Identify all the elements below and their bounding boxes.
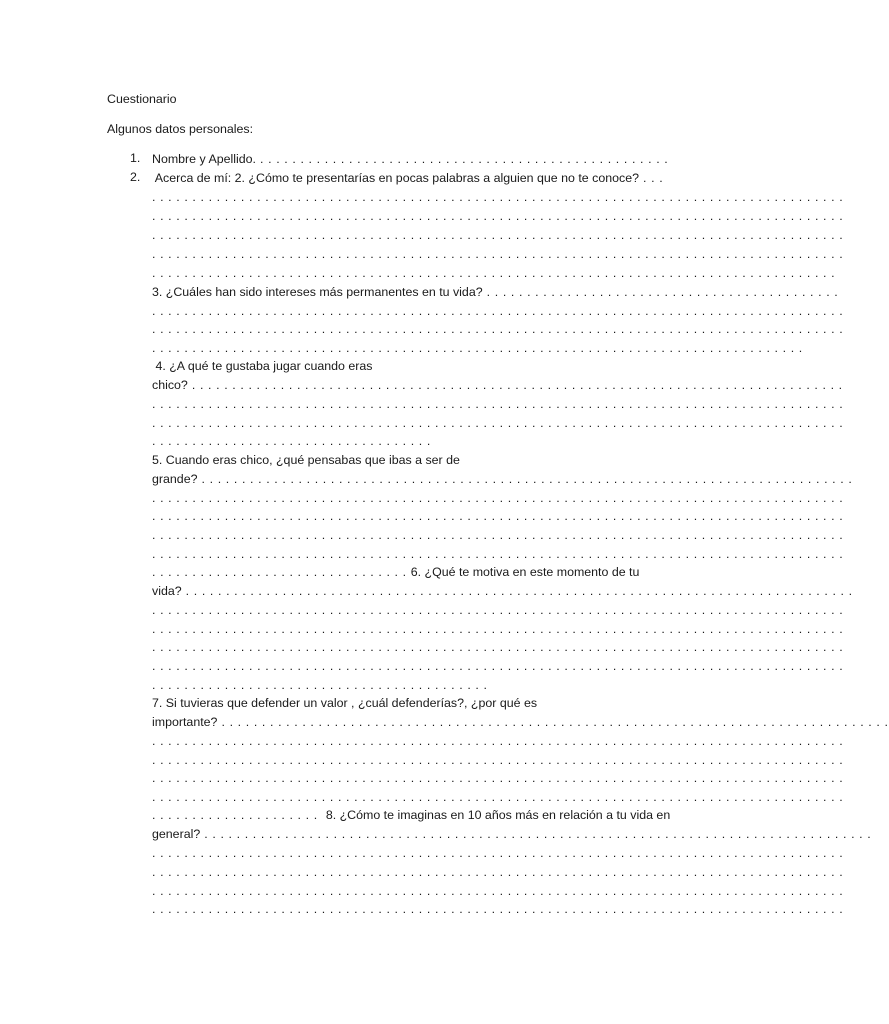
answer-line-name[interactable] bbox=[152, 150, 669, 168]
dotted-fill: . . . . . . . . . . . . . . . . . . . . . . . . . . . . . . . . . . . . . . . . . . . . . . . . . . . bbox=[256, 152, 669, 166]
dotted-fill: . . . . . . . . . . . . . . . . . . . . . . . . . . . . . . . . . . . . . . . . . . . . . . . . . . . . . . . . . . . . . . . . . . . . . . . . . . . . . . . . . . . bbox=[217, 715, 889, 729]
answer-line[interactable]: . . . . . . . . . . . . . . . . . . . . . . . . . . . . . . . . . . . . . . . . . . . . . . . . . . . . . . . . . . . . . . . . . . . . . . . . . . . . . . . . . . . . . . bbox=[152, 603, 844, 617]
question-7-line bbox=[152, 694, 662, 712]
answer-line[interactable]: . . . . . . . . . . . . . . . . . . . . . . . . . . . . . . . . . . . . . . . . . . . . . . . . . . . . . . . . . . . . . . . . . . . . . . . . . . . . . . . . . . . . . . bbox=[152, 491, 844, 505]
question-7-cont: importante? bbox=[152, 715, 218, 729]
question-5-cont: grande? bbox=[152, 472, 198, 486]
dotted-fill: . . . . . . . . . . . . . . . . . . . . . . . . . . . . . . . . . . . . . . . . . . . . bbox=[482, 285, 839, 299]
answer-line[interactable]: . . . . . . . . . . . . . . . . . . . . . . . . . . . . . . . . . . . . . . . . . . . . . . . . . . . . . . . . . . . . . . . . . . . . . . . . . . . . . . . . . . . . . . bbox=[152, 322, 844, 336]
answer-line-q5[interactable] bbox=[152, 470, 853, 488]
dotted-fill: . . . . . . . . . . . . . . . . . . . . . . . . . . . . . . . . . . . . . . . . . . . . . . . . . . . . . . . . . . . . . . . . . . . . . . . . . . . . . . . . . . . bbox=[181, 584, 853, 598]
answer-line[interactable]: . . . . . . . . . . . . . . . . . . . . . . . . . . . . . . . . . . . . . . . . . . . . . . . . . . . . . . . . . . . . . . . . . . . . . . . . . . . . . . . . . . . . . . bbox=[152, 771, 844, 785]
question-6-cont: vida? bbox=[152, 584, 182, 598]
answer-line[interactable]: . . . . . . . . . . . . . . . . . . . . . . . . . . . . . . . . . . . . . . . . . . . . . . . . . . . . . . . . . . . . . . . . . . . . . . . . . . . . . . . . . . . . . . bbox=[152, 416, 844, 430]
dotted-fill: . . . . . . . . . . . . . . . . . . . . . bbox=[152, 808, 326, 822]
answer-line[interactable]: . . . . . . . . . . . . . . . . . . . . . . . . . . . . . . . . . . . . . . . . . . . . . . . . . . . . . . . . . . . . . . . . . . . . . . . . . . . . . . . . . . . . . . bbox=[152, 902, 844, 916]
answer-line[interactable]: . . . . . . . . . . . . . . . . . . . . . . . . . . . . . . . . . . . . . . . . . . . . . . . . . . . . . . . . . . . . . . . . . . . . . . . . . . . . . . . . . . . . . . bbox=[152, 509, 844, 523]
question-6: 6. ¿Qué te motiva en este momento de tu bbox=[410, 565, 640, 579]
dotted-fill: . . . . . . . . . . . . . . . . . . . . . . . . . . . . . . . . . . . . . . . . . . . . . . . . . . . . . . . . . . . . . . . . . . . . . . . . . . . . . . . . . . . bbox=[200, 827, 872, 841]
answer-line[interactable]: . . . . . . . . . . . . . . . . . . . . . . . . . . . . . . . . . . . . . . . . . . . . . . . . . . . . . . . . . . . . . . . . . . . . . . . . . . . . . . . . . . . . . . bbox=[152, 640, 844, 654]
answer-line[interactable]: . . . . . . . . . . . . . . . . . . . . . . . . . . . . . . . . . . . bbox=[152, 434, 431, 448]
answer-line[interactable]: . . . . . . . . . . . . . . . . . . . . . . . . . . . . . . . . . . . . . . . . . . . . . . . . . . . . . . . . . . . . . . . . . . . . . . . . . . . . . . . . . . . . . . bbox=[152, 846, 844, 860]
answer-line-q7[interactable] bbox=[152, 713, 889, 731]
answer-line[interactable]: . . . . . . . . . . . . . . . . . . . . . . . . . . . . . . . . . . . . . . . . . . . . . . . . . . . . . . . . . . . . . . . . . . . . . . . . . . . . . . . . . . . . . . bbox=[152, 734, 844, 748]
answer-line[interactable]: . . . . . . . . . . . . . . . . . . . . . . . . . . . . . . . . . . . . . . . . . . bbox=[152, 678, 488, 692]
question-5: 5. Cuando eras chico, ¿qué pensabas que ibas a ser de bbox=[152, 453, 460, 467]
question-5-line bbox=[152, 451, 662, 469]
question-4-line bbox=[152, 357, 662, 375]
item-number: 2. bbox=[130, 170, 141, 184]
answer-line[interactable]: . . . . . . . . . . . . . . . . . . . . . . . . . . . . . . . . . . . . . . . . . . . . . . . . . . . . . . . . . . . . . . . . . . . . . . . . . . . . . . . . . . . . . . bbox=[152, 622, 844, 636]
answer-line-q4[interactable] bbox=[152, 376, 843, 394]
question-7: 7. Si tuvieras que defender un valor , ¿cuál defenderías?, ¿por qué es bbox=[152, 696, 538, 710]
answer-line[interactable]: . . . . . . . . . . . . . . . . . . . . . . . . . . . . . . . . . . . . . . . . . . . . . . . . . . . . . . . . . . . . . . . . . . . . . . . . . . . . . . . . . bbox=[152, 341, 803, 355]
question-8-cont: general? bbox=[152, 827, 201, 841]
dotted-fill: . . . . . . . . . . . . . . . . . . . . . . . . . . . . . . . . . . . . . . . . . . . . . . . . . . . . . . . . . . . . . . . . . . . . . . . . . . . . . . . . . bbox=[197, 472, 853, 486]
answer-line[interactable]: . . . . . . . . . . . . . . . . . . . . . . . . . . . . . . . . . . . . . . . . . . . . . . . . . . . . . . . . . . . . . . . . . . . . . . . . . . . . . . . . . . . . . . bbox=[152, 209, 844, 223]
question-8: 8. ¿Cómo te imaginas en 10 años más en relación a tu vida en bbox=[325, 808, 671, 822]
question-3: 3. ¿Cuáles han sido intereses más permanentes en tu vida? bbox=[152, 285, 483, 299]
answer-line-q6[interactable] bbox=[152, 582, 853, 600]
section-subtitle: Algunos datos personales: bbox=[107, 122, 254, 136]
answer-line-q6-start[interactable] bbox=[152, 563, 662, 581]
item-label: Nombre y Apellido. bbox=[152, 152, 256, 166]
answer-line[interactable]: . . . . . . . . . . . . . . . . . . . . . . . . . . . . . . . . . . . . . . . . . . . . . . . . . . . . . . . . . . . . . . . . . . . . . . . . . . . . . . . . . . . . . . bbox=[152, 659, 844, 673]
answer-line-q2[interactable] bbox=[152, 169, 664, 187]
answer-line-q3[interactable] bbox=[152, 283, 839, 301]
answer-line[interactable]: . . . . . . . . . . . . . . . . . . . . . . . . . . . . . . . . . . . . . . . . . . . . . . . . . . . . . . . . . . . . . . . . . . . . . . . . . . . . . . . . . . . . . . bbox=[152, 190, 844, 204]
answer-line[interactable]: . . . . . . . . . . . . . . . . . . . . . . . . . . . . . . . . . . . . . . . . . . . . . . . . . . . . . . . . . . . . . . . . . . . . . . . . . . . . . . . . . . . . . . bbox=[152, 753, 844, 767]
answer-line[interactable]: . . . . . . . . . . . . . . . . . . . . . . . . . . . . . . . . . . . . . . . . . . . . . . . . . . . . . . . . . . . . . . . . . . . . . . . . . . . . . . . . . . . . . . bbox=[152, 884, 844, 898]
answer-line[interactable]: . . . . . . . . . . . . . . . . . . . . . . . . . . . . . . . . . . . . . . . . . . . . . . . . . . . . . . . . . . . . . . . . . . . . . . . . . . . . . . . . . . . . . bbox=[152, 266, 836, 280]
dotted-fill: . . . . . . . . . . . . . . . . . . . . . . . . . . . . . . . . . . . . . . . . . . . . . . . . . . . . . . . . . . . . . . . . . . . . . . . . . . . . . . . . . bbox=[187, 378, 843, 392]
answer-line[interactable]: . . . . . . . . . . . . . . . . . . . . . . . . . . . . . . . . . . . . . . . . . . . . . . . . . . . . . . . . . . . . . . . . . . . . . . . . . . . . . . . . . . . . . . bbox=[152, 528, 844, 542]
dotted-fill: . . . . . . . . . . . . . . . . . . . . . . . . . . . . . . . . bbox=[152, 565, 411, 579]
answer-line[interactable]: . . . . . . . . . . . . . . . . . . . . . . . . . . . . . . . . . . . . . . . . . . . . . . . . . . . . . . . . . . . . . . . . . . . . . . . . . . . . . . . . . . . . . . bbox=[152, 790, 844, 804]
answer-line-q8-start[interactable] bbox=[152, 806, 671, 824]
dotted-fill: . . . bbox=[638, 171, 664, 185]
item-number: 1. bbox=[130, 151, 141, 165]
question-4: 4. ¿A qué te gustaba jugar cuando eras bbox=[155, 359, 373, 373]
answer-line[interactable]: . . . . . . . . . . . . . . . . . . . . . . . . . . . . . . . . . . . . . . . . . . . . . . . . . . . . . . . . . . . . . . . . . . . . . . . . . . . . . . . . . . . . . . bbox=[152, 547, 844, 561]
answer-line[interactable]: . . . . . . . . . . . . . . . . . . . . . . . . . . . . . . . . . . . . . . . . . . . . . . . . . . . . . . . . . . . . . . . . . . . . . . . . . . . . . . . . . . . . . . bbox=[152, 865, 844, 879]
answer-line[interactable]: . . . . . . . . . . . . . . . . . . . . . . . . . . . . . . . . . . . . . . . . . . . . . . . . . . . . . . . . . . . . . . . . . . . . . . . . . . . . . . . . . . . . . . bbox=[152, 397, 844, 411]
answer-line[interactable]: . . . . . . . . . . . . . . . . . . . . . . . . . . . . . . . . . . . . . . . . . . . . . . . . . . . . . . . . . . . . . . . . . . . . . . . . . . . . . . . . . . . . . . bbox=[152, 228, 844, 242]
answer-line-q8[interactable] bbox=[152, 825, 872, 843]
question-4-cont: chico? bbox=[152, 378, 188, 392]
answer-line[interactable]: . . . . . . . . . . . . . . . . . . . . . . . . . . . . . . . . . . . . . . . . . . . . . . . . . . . . . . . . . . . . . . . . . . . . . . . . . . . . . . . . . . . . . . bbox=[152, 304, 844, 318]
item-label: Acerca de mí: 2. ¿Cómo te presentarías en pocas palabras a alguien que no te conoce? bbox=[154, 171, 639, 185]
document-title: Cuestionario bbox=[107, 92, 177, 106]
answer-line[interactable]: . . . . . . . . . . . . . . . . . . . . . . . . . . . . . . . . . . . . . . . . . . . . . . . . . . . . . . . . . . . . . . . . . . . . . . . . . . . . . . . . . . . . . . bbox=[152, 247, 844, 261]
